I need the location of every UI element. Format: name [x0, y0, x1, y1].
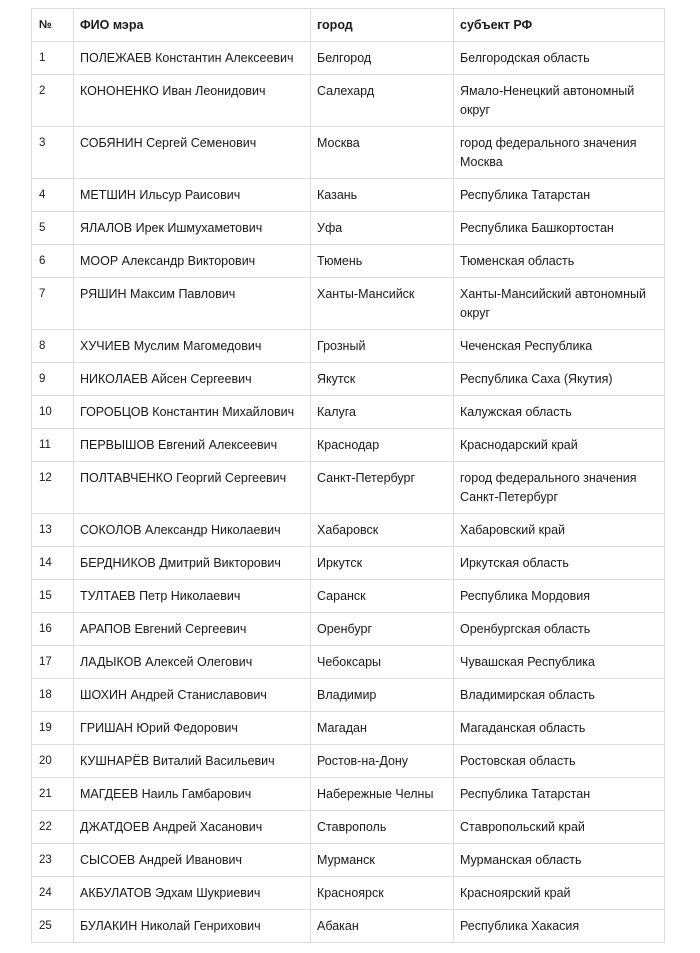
- row-number-cell: 11: [32, 429, 74, 462]
- city-cell: Салехард: [311, 75, 454, 127]
- table-row: [32, 778, 665, 811]
- table-body: [32, 42, 665, 943]
- table-row: [32, 745, 665, 778]
- row-number-cell: 21: [32, 778, 74, 811]
- region-cell: Республика Татарстан: [454, 179, 665, 212]
- mayor-name-cell: ПЕРВЫШОВ Евгений Алексеевич: [74, 429, 311, 462]
- row-number-cell: 18: [32, 679, 74, 712]
- city-cell: Саранск: [311, 580, 454, 613]
- table-row: [32, 679, 665, 712]
- header-number: №: [32, 9, 74, 42]
- mayor-name-cell: СОБЯНИН Сергей Семенович: [74, 127, 311, 179]
- mayor-name-cell: МЕТШИН Ильсур Раисович: [74, 179, 311, 212]
- mayor-name-cell: ГОРОБЦОВ Константин Михайлович: [74, 396, 311, 429]
- table-row: [32, 429, 665, 462]
- region-cell: Чувашская Республика: [454, 646, 665, 679]
- mayor-name-cell: АКБУЛАТОВ Эдхам Шукриевич: [74, 877, 311, 910]
- city-cell: Уфа: [311, 212, 454, 245]
- row-number-cell: 13: [32, 514, 74, 547]
- city-cell: Казань: [311, 179, 454, 212]
- row-number-cell: 14: [32, 547, 74, 580]
- region-cell: Иркутская область: [454, 547, 665, 580]
- row-number-cell: 19: [32, 712, 74, 745]
- city-cell: Абакан: [311, 910, 454, 943]
- mayor-name-cell: ПОЛЕЖАЕВ Константин Алексеевич: [74, 42, 311, 75]
- mayor-name-cell: СЫСОЕВ Андрей Иванович: [74, 844, 311, 877]
- header-mayor-name: ФИО мэра: [74, 9, 311, 42]
- row-number-cell: 20: [32, 745, 74, 778]
- row-number-cell: 1: [32, 42, 74, 75]
- region-cell: Мурманская область: [454, 844, 665, 877]
- city-cell: Москва: [311, 127, 454, 179]
- city-cell: Краснодар: [311, 429, 454, 462]
- table-row: [32, 844, 665, 877]
- city-cell: Ставрополь: [311, 811, 454, 844]
- table-row: [32, 363, 665, 396]
- table-row: [32, 811, 665, 844]
- region-cell: Ханты-Мансийский автономный округ: [454, 278, 665, 330]
- row-number-cell: 24: [32, 877, 74, 910]
- table-row: [32, 646, 665, 679]
- table-row: [32, 547, 665, 580]
- table-row: [32, 910, 665, 943]
- table-row: [32, 514, 665, 547]
- region-cell: Краснодарский край: [454, 429, 665, 462]
- table-row: [32, 712, 665, 745]
- city-cell: Чебоксары: [311, 646, 454, 679]
- region-cell: Владимирская область: [454, 679, 665, 712]
- table-row: [32, 42, 665, 75]
- mayor-name-cell: КУШНАРЁВ Виталий Васильевич: [74, 745, 311, 778]
- region-cell: Республика Мордовия: [454, 580, 665, 613]
- mayor-name-cell: ТУЛТАЕВ Петр Николаевич: [74, 580, 311, 613]
- table-row: [32, 396, 665, 429]
- table-row: [32, 877, 665, 910]
- region-cell: Ямало-Ненецкий автономный округ: [454, 75, 665, 127]
- table-row: [32, 462, 665, 514]
- mayor-name-cell: ЛАДЫКОВ Алексей Олегович: [74, 646, 311, 679]
- row-number-cell: 10: [32, 396, 74, 429]
- region-cell: город федерального значения Москва: [454, 127, 665, 179]
- region-cell: Хабаровский край: [454, 514, 665, 547]
- city-cell: Грозный: [311, 330, 454, 363]
- mayor-name-cell: БУЛАКИН Николай Генрихович: [74, 910, 311, 943]
- region-cell: Красноярский край: [454, 877, 665, 910]
- mayor-name-cell: МООР Александр Викторович: [74, 245, 311, 278]
- mayor-name-cell: НИКОЛАЕВ Айсен Сергеевич: [74, 363, 311, 396]
- region-cell: Республика Татарстан: [454, 778, 665, 811]
- mayor-name-cell: ДЖАТДОЕВ Андрей Хасанович: [74, 811, 311, 844]
- header-city: город: [311, 9, 454, 42]
- table-row: [32, 613, 665, 646]
- city-cell: Красноярск: [311, 877, 454, 910]
- region-cell: Ставропольский край: [454, 811, 665, 844]
- region-cell: Оренбургская область: [454, 613, 665, 646]
- city-cell: Белгород: [311, 42, 454, 75]
- mayor-name-cell: ПОЛТАВЧЕНКО Георгий Сергеевич: [74, 462, 311, 514]
- mayor-name-cell: ШОХИН Андрей Станиславович: [74, 679, 311, 712]
- city-cell: Владимир: [311, 679, 454, 712]
- city-cell: Иркутск: [311, 547, 454, 580]
- header-row: [32, 9, 665, 42]
- city-cell: Якутск: [311, 363, 454, 396]
- table-row: [32, 580, 665, 613]
- row-number-cell: 16: [32, 613, 74, 646]
- row-number-cell: 7: [32, 278, 74, 330]
- mayor-name-cell: РЯШИН Максим Павлович: [74, 278, 311, 330]
- city-cell: Ханты-Мансийск: [311, 278, 454, 330]
- mayor-name-cell: СОКОЛОВ Александр Николаевич: [74, 514, 311, 547]
- city-cell: Тюмень: [311, 245, 454, 278]
- row-number-cell: 25: [32, 910, 74, 943]
- region-cell: Тюменская область: [454, 245, 665, 278]
- region-cell: Ростовская область: [454, 745, 665, 778]
- table-row: [32, 212, 665, 245]
- region-cell: Чеченская Республика: [454, 330, 665, 363]
- mayor-name-cell: АРАПОВ Евгений Сергеевич: [74, 613, 311, 646]
- table-row: [32, 127, 665, 179]
- row-number-cell: 2: [32, 75, 74, 127]
- table-header: [32, 9, 665, 42]
- mayor-name-cell: ЯЛАЛОВ Ирек Ишмухаметович: [74, 212, 311, 245]
- city-cell: Магадан: [311, 712, 454, 745]
- table-row: [32, 75, 665, 127]
- region-cell: город федерального значения Санкт-Петербург: [454, 462, 665, 514]
- table-row: [32, 179, 665, 212]
- row-number-cell: 5: [32, 212, 74, 245]
- city-cell: Ростов-на-Дону: [311, 745, 454, 778]
- region-cell: Республика Саха (Якутия): [454, 363, 665, 396]
- mayor-name-cell: ХУЧИЕВ Муслим Магомедович: [74, 330, 311, 363]
- mayor-name-cell: БЕРДНИКОВ Дмитрий Викторович: [74, 547, 311, 580]
- region-cell: Магаданская область: [454, 712, 665, 745]
- mayor-name-cell: ГРИШАН Юрий Федорович: [74, 712, 311, 745]
- row-number-cell: 6: [32, 245, 74, 278]
- city-cell: Хабаровск: [311, 514, 454, 547]
- row-number-cell: 9: [32, 363, 74, 396]
- row-number-cell: 15: [32, 580, 74, 613]
- row-number-cell: 3: [32, 127, 74, 179]
- header-region: субъект РФ: [454, 9, 665, 42]
- row-number-cell: 23: [32, 844, 74, 877]
- region-cell: Белгородская область: [454, 42, 665, 75]
- mayors-table: [31, 8, 665, 943]
- region-cell: Республика Башкортостан: [454, 212, 665, 245]
- region-cell: Республика Хакасия: [454, 910, 665, 943]
- city-cell: Оренбург: [311, 613, 454, 646]
- row-number-cell: 22: [32, 811, 74, 844]
- table-row: [32, 245, 665, 278]
- city-cell: Мурманск: [311, 844, 454, 877]
- mayor-name-cell: МАГДЕЕВ Наиль Гамбарович: [74, 778, 311, 811]
- mayor-name-cell: КОНОНЕНКО Иван Леонидович: [74, 75, 311, 127]
- row-number-cell: 8: [32, 330, 74, 363]
- city-cell: Калуга: [311, 396, 454, 429]
- row-number-cell: 4: [32, 179, 74, 212]
- city-cell: Санкт-Петербург: [311, 462, 454, 514]
- city-cell: Набережные Челны: [311, 778, 454, 811]
- row-number-cell: 17: [32, 646, 74, 679]
- row-number-cell: 12: [32, 462, 74, 514]
- table-row: [32, 278, 665, 330]
- table-row: [32, 330, 665, 363]
- region-cell: Калужская область: [454, 396, 665, 429]
